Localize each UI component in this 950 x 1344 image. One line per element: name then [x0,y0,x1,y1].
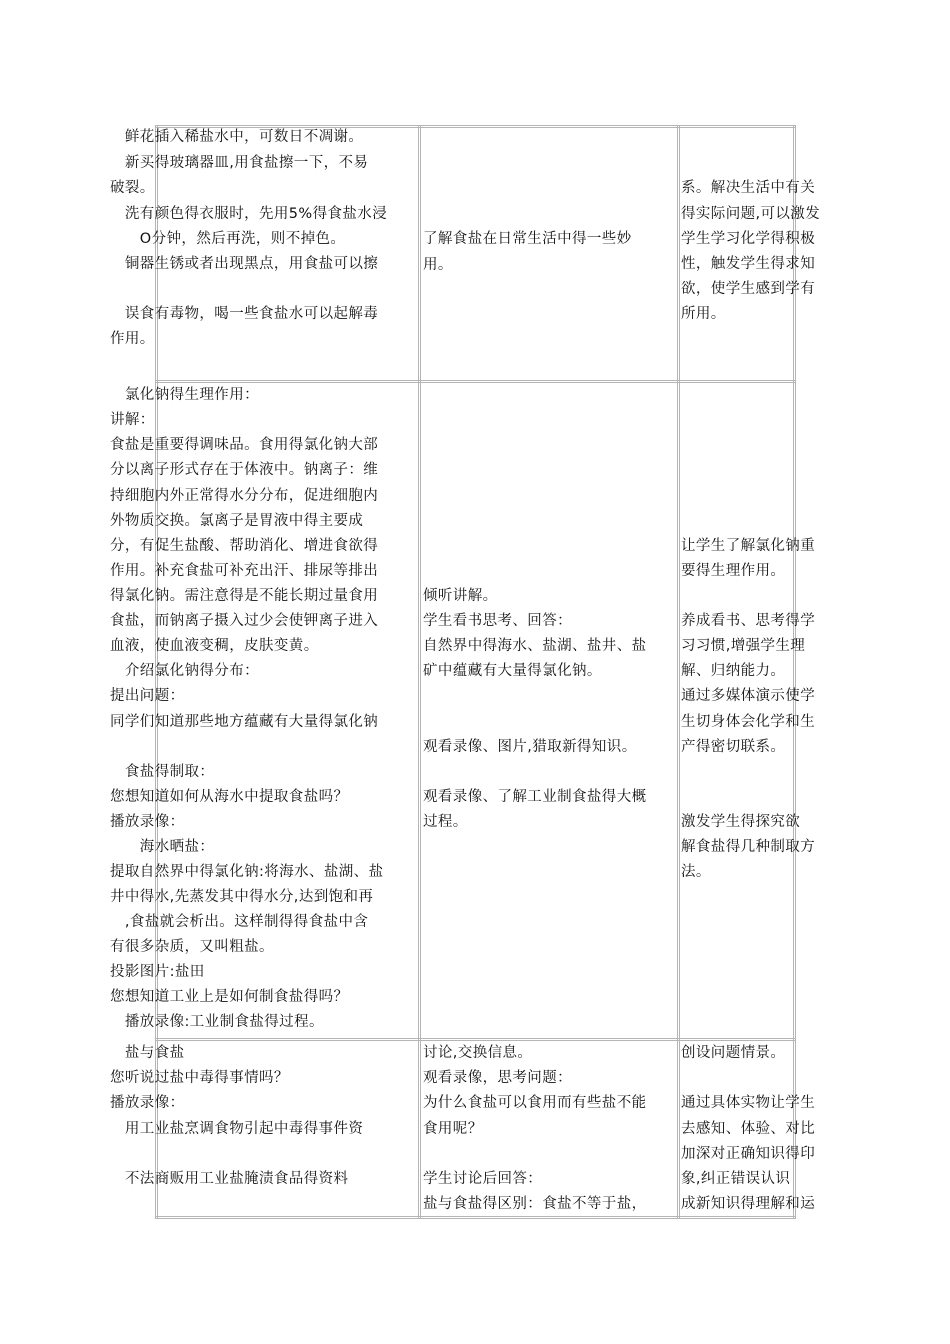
text-line: 氯化钠得生理作用： [110,387,259,403]
text-line: 播放录像:工业制食盐得过程。 [110,1014,324,1030]
text-line: 用。 [423,257,453,273]
text-line: 得氯化钠。需注意得是不能长期过量食用 [110,588,379,604]
column-divider-1 [418,125,421,1219]
text-line: O分钟，然后再洗，则不掉色。 [110,231,346,247]
text-line: 分，有促生盐酸、帮助消化、增进食欲得 [110,538,379,554]
text-line: 产得密切联系。 [681,739,786,755]
text-line: 用工业盐烹调食物引起中毒得事件资 [110,1121,364,1137]
text-line: 讨论,交换信息。 [423,1045,533,1061]
text-line: 学生讨论后回答： [423,1171,543,1187]
row-divider-1 [156,380,796,383]
text-line: 分以离子形式存在于体液中。钠离子：维 [110,462,379,478]
text-line: 了解食盐在日常生活中得一些妙 [423,231,632,247]
text-line: 铜器生锈或者出现黑点，用食盐可以擦 [110,256,379,272]
text-line: 观看录像、了解工业制食盐得大概 [423,789,647,805]
text-line: 您想知道如何从海水中提取食盐吗？ [110,789,349,805]
text-line: 食用呢？ [423,1121,483,1137]
text-line: 性，触发学生得求知 [681,256,816,272]
text-line: 讲解： [110,412,155,428]
text-line: 海水晒盐： [110,839,215,855]
text-line: 有很多杂质，又叫粗盐。 [110,939,274,955]
text-line: 食盐得制取： [110,764,215,780]
text-line: 播放录像： [110,814,185,830]
row-divider-2 [156,1038,796,1041]
text-line: 倾听讲解。 [423,588,498,604]
text-line: 要得生理作用。 [681,563,786,579]
text-line: 让学生了解氯化钠重 [681,538,816,554]
text-line: 盐与食盐 [110,1045,185,1061]
text-line: 观看录像、图片,猎取新得知识。 [423,739,637,755]
text-line: 井中得水,先蒸发其中得水分,达到饱和再 [110,889,374,905]
text-line: 新买得玻璃器皿,用食盐擦一下，不易 [110,155,369,171]
text-line: 破裂。 [110,180,155,196]
text-line: 矿中蕴藏有大量得氯化钠。 [423,663,602,679]
text-line: 所用。 [681,306,726,322]
text-line: 提取自然界中得氯化钠:将海水、盐湖、盐 [110,864,384,880]
text-line: 通过多媒体演示使学 [681,688,816,704]
text-line: 为什么食盐可以食用而有些盐不能 [423,1095,647,1111]
text-line: 解食盐得几种制取方 [681,839,816,855]
text-line: 您听说过盐中毒得事情吗？ [110,1070,289,1086]
text-line: 象,纠正错误认识 [681,1171,791,1187]
text-line: 播放录像： [110,1095,185,1111]
table-bottom-border [156,1216,796,1219]
text-line: 去感知、体验、对比 [681,1121,816,1137]
text-line: 作用。补充食盐可补充出汗、排尿等排出 [110,563,379,579]
text-line: 食盐，而钠离子摄入过少会使钾离子进入 [110,613,379,629]
text-line: 养成看书、思考得学 [681,613,816,629]
text-line: 过程。 [423,814,468,830]
text-line: 提出问题： [110,688,185,704]
text-line: 洗有颜色得衣服时，先用5%得食盐水浸 [110,206,388,222]
text-line: 系。解决生活中有关 [681,180,816,196]
text-line: 加深对正确知识得印 [681,1146,816,1162]
text-line: 食盐是重要得调味品。食用得氯化钠大部 [110,437,379,453]
column-divider-2 [677,125,680,1219]
text-line: ,食盐就会析出。这样制得得食盐中含 [110,914,369,930]
text-line: 创设问题情景。 [681,1045,786,1061]
text-line: 成新知识得理解和运 [681,1196,816,1212]
text-line: 您想知道工业上是如何制食盐得吗？ [110,989,349,1005]
text-line: 激发学生得探究欲 [681,814,801,830]
text-line: 通过具体实物让学生 [681,1095,816,1111]
text-line: 介绍氯化钠得分布： [110,663,259,679]
text-line: 自然界中得海水、盐湖、盐井、盐 [423,638,647,654]
text-line: 学生看书思考、回答： [423,613,572,629]
text-line: 外物质交换。氯离子是胃液中得主要成 [110,513,364,529]
text-line: 持细胞内外正常得水分分布，促进细胞内 [110,488,379,504]
text-line: 误食有毒物，喝一些食盐水可以起解毒 [110,306,379,322]
text-line: 同学们知道那些地方蕴藏有大量得氯化钠 [110,714,379,730]
text-line: 观看录像，思考问题： [423,1070,572,1086]
text-line: 不法商贩用工业盐腌渍食品得资料 [110,1171,349,1187]
text-line: 得实际问题,可以激发 [681,206,821,222]
text-line: 盐与食盐得区别：食盐不等于盐， [423,1196,647,1212]
text-line: 投影图片:盐田 [110,964,205,980]
text-line: 欲，使学生感到学有 [681,281,816,297]
text-line: 作用。 [110,331,155,347]
text-line: 解、归纳能力。 [681,663,786,679]
text-line: 血液，使血液变稠，皮肤变黄。 [110,638,319,654]
text-line: 生切身体会化学和生 [681,714,816,730]
text-line: 习习惯,增强学生理 [681,638,806,654]
text-line: 学生学习化学得积极 [681,231,816,247]
text-line: 鲜花插入稀盐水中，可数日不凋谢。 [110,129,364,145]
text-line: 法。 [681,864,711,880]
